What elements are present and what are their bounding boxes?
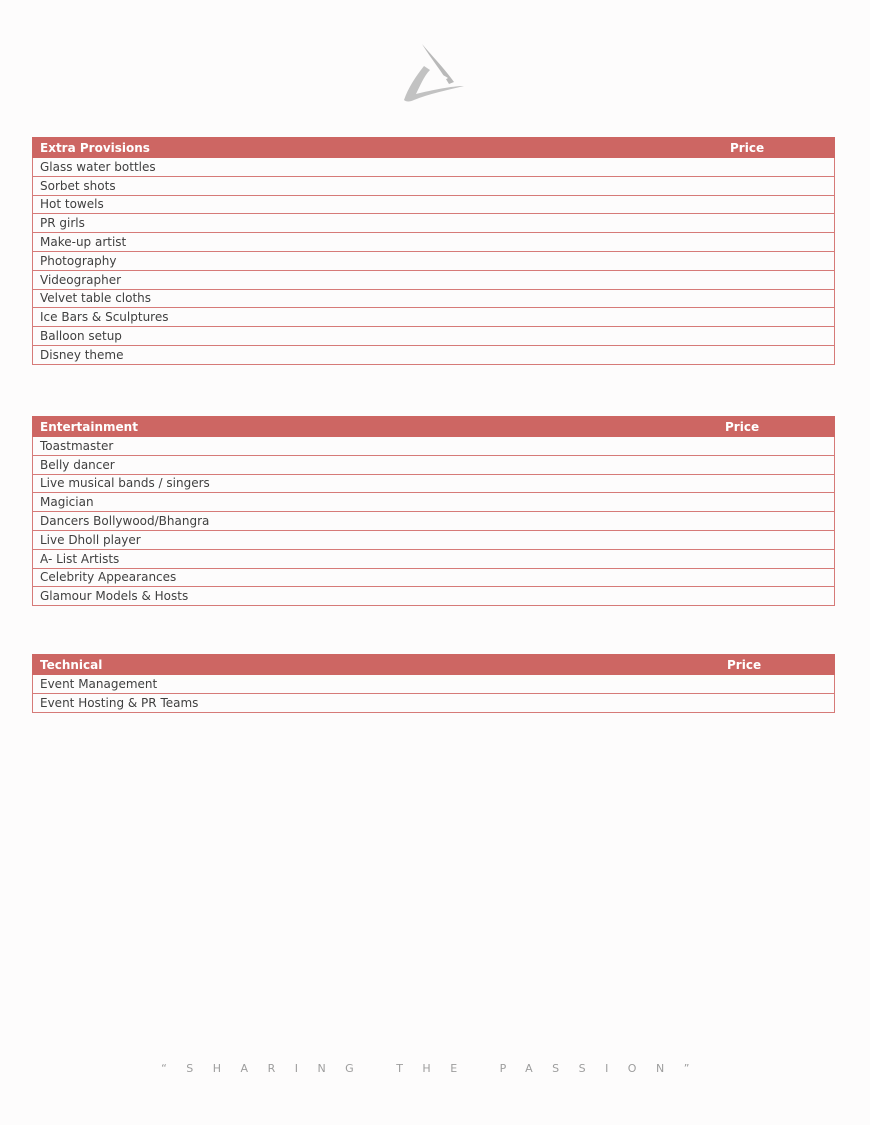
table-header-row — [33, 417, 835, 437]
item-label: Disney theme — [33, 345, 723, 364]
stylized-a-logo-icon — [402, 42, 466, 104]
item-label: Balloon setup — [33, 327, 723, 346]
price-column-heading: Price — [723, 417, 835, 437]
item-label: Toastmaster — [33, 437, 723, 456]
table-row — [33, 512, 835, 531]
price-cell — [723, 195, 835, 214]
table-row — [33, 587, 835, 606]
price-cell — [723, 493, 835, 512]
price-cell — [723, 251, 835, 270]
table-row — [33, 474, 835, 493]
item-label: Magician — [33, 493, 723, 512]
item-label: A- List Artists — [33, 549, 723, 568]
table-row — [33, 308, 835, 327]
price-cell — [723, 512, 835, 531]
table-row — [33, 270, 835, 289]
item-label: Celebrity Appearances — [33, 568, 723, 587]
entertainment-table — [32, 416, 835, 606]
item-label: Dancers Bollywood/Bhangra — [33, 512, 723, 531]
price-cell — [723, 327, 835, 346]
entertainment-heading: Entertainment — [33, 417, 723, 437]
table-row — [33, 251, 835, 270]
technical-table — [32, 654, 835, 713]
item-label: Event Hosting & PR Teams — [33, 693, 723, 712]
table-row — [33, 530, 835, 549]
price-cell — [723, 693, 835, 712]
item-label: Ice Bars & Sculptures — [33, 308, 723, 327]
price-cell — [723, 549, 835, 568]
table-row — [33, 176, 835, 195]
price-cell — [723, 214, 835, 233]
item-label: Belly dancer — [33, 455, 723, 474]
table-row — [33, 345, 835, 364]
item-label: Glamour Models & Hosts — [33, 587, 723, 606]
price-cell — [723, 158, 835, 177]
price-cell — [723, 474, 835, 493]
item-label: Velvet table cloths — [33, 289, 723, 308]
price-cell — [723, 455, 835, 474]
price-cell — [723, 289, 835, 308]
table-row — [33, 549, 835, 568]
price-cell — [723, 675, 835, 694]
table-row — [33, 214, 835, 233]
table-row — [33, 493, 835, 512]
item-label: Photography — [33, 251, 723, 270]
table-row — [33, 195, 835, 214]
item-label: PR girls — [33, 214, 723, 233]
price-cell — [723, 568, 835, 587]
table-header-row — [33, 655, 835, 675]
price-cell — [723, 437, 835, 456]
table-row — [33, 675, 835, 694]
technical-heading: Technical — [33, 655, 723, 675]
table-row — [33, 455, 835, 474]
price-cell — [723, 587, 835, 606]
table-row — [33, 437, 835, 456]
extra-provisions-heading: Extra Provisions — [33, 138, 723, 158]
table-header-row — [33, 138, 835, 158]
item-label: Hot towels — [33, 195, 723, 214]
table-row — [33, 158, 835, 177]
price-cell — [723, 233, 835, 252]
price-cell — [723, 270, 835, 289]
item-label: Glass water bottles — [33, 158, 723, 177]
price-column-heading: Price — [723, 655, 835, 675]
item-label: Live musical bands / singers — [33, 474, 723, 493]
item-label: Make-up artist — [33, 233, 723, 252]
extra-provisions-table — [32, 137, 835, 365]
footer-tagline: “SHARING THE PASSION” — [161, 1062, 709, 1075]
price-cell — [723, 530, 835, 549]
table-row — [33, 327, 835, 346]
table-row — [33, 233, 835, 252]
price-cell — [723, 308, 835, 327]
item-label: Live Dholl player — [33, 530, 723, 549]
item-label: Sorbet shots — [33, 176, 723, 195]
table-row — [33, 693, 835, 712]
item-label: Videographer — [33, 270, 723, 289]
table-row — [33, 568, 835, 587]
price-column-heading: Price — [723, 138, 835, 158]
price-cell — [723, 345, 835, 364]
item-label: Event Management — [33, 675, 723, 694]
table-row — [33, 289, 835, 308]
price-cell — [723, 176, 835, 195]
